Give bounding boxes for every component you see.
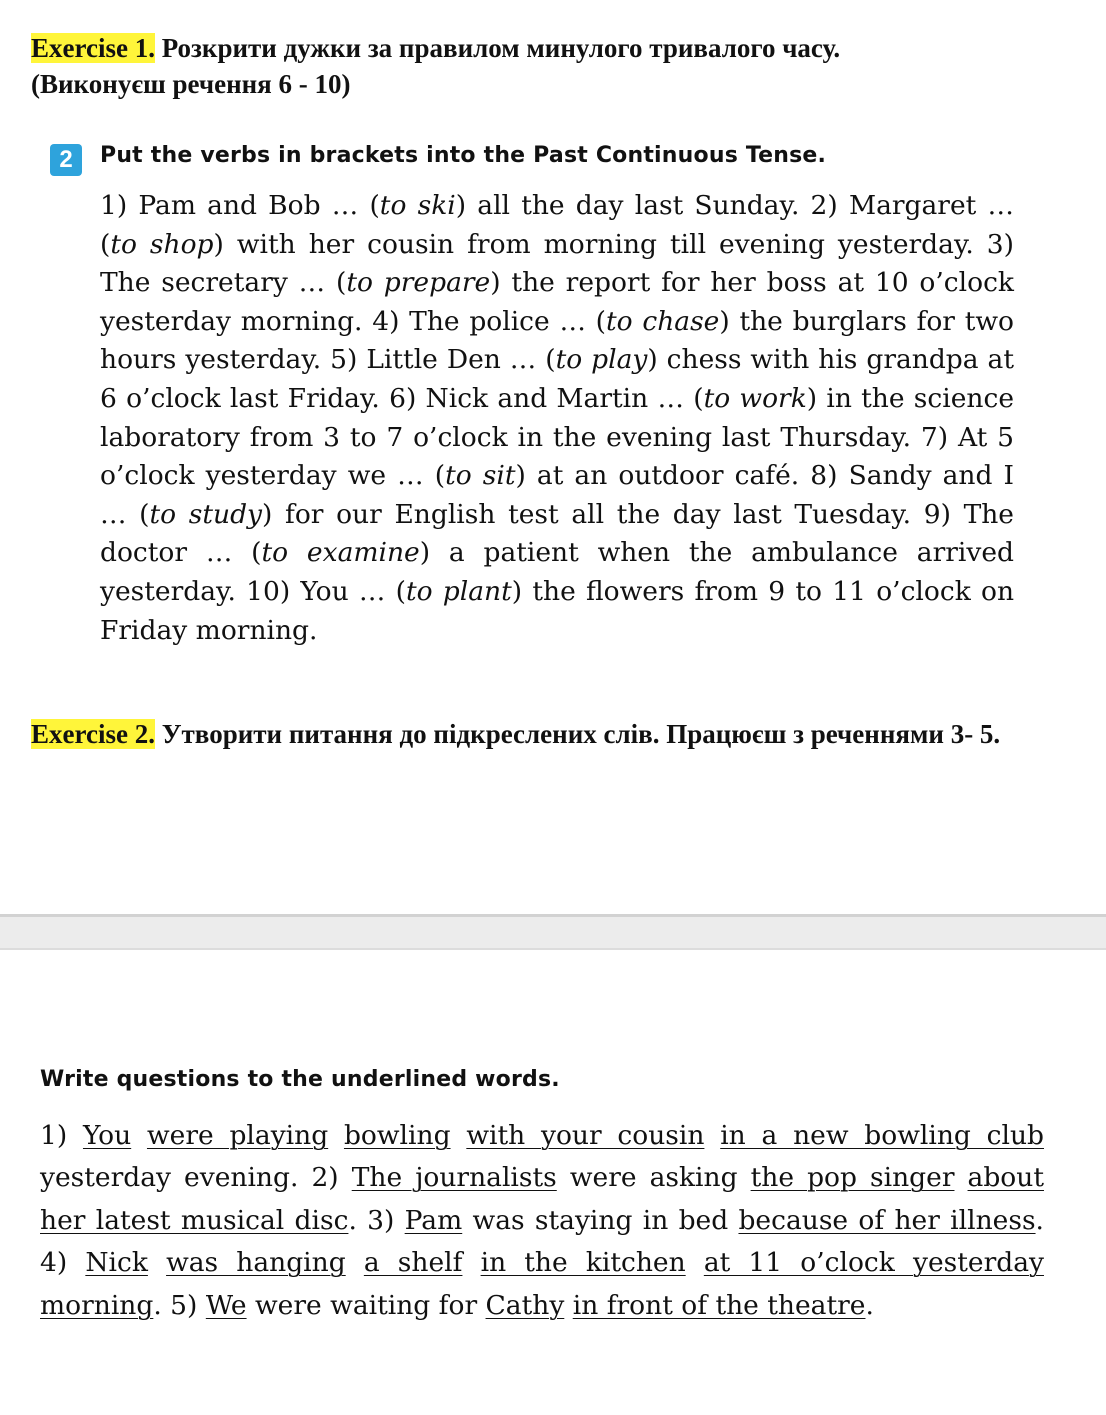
underlined-phrase: because of her illness: [738, 1204, 1036, 1236]
verb-in-brackets: to study: [149, 498, 263, 530]
text-segment: ) at an outdoor café. 8) Sandy and I … (: [100, 460, 1014, 530]
underlined-phrase: were playing: [146, 1120, 329, 1151]
text-segment: was staying in bed: [462, 1204, 739, 1236]
text-segment: ) a patient when the ambulance arrived yesterday. 10) You … (: [100, 537, 1014, 607]
exercise-2-heading: [31, 716, 1091, 752]
text-segment: yesterday evening. 2): [40, 1162, 352, 1194]
verb-in-brackets: to sit: [445, 460, 516, 492]
underlined-phrase: at 11 o’clock yesterday morning: [40, 1247, 1044, 1321]
text-segment: ) for our English test all the day last Tuesday. 9) The doctor … (: [100, 498, 1014, 569]
text-segment: were waiting for: [246, 1289, 486, 1321]
underlined-phrase: Cathy: [485, 1289, 565, 1321]
text-segment: . 5): [153, 1289, 206, 1321]
text-segment: ) chess with his grandpa at 6 o’clock last Friday. 6) Nick and Martin … (: [100, 344, 1014, 414]
text-segment: [954, 1162, 967, 1193]
verb-in-brackets: to examine: [261, 537, 420, 569]
underlined-phrase: with your cousin: [466, 1120, 705, 1151]
underlined-phrase: Pam: [404, 1204, 463, 1236]
page-divider: [0, 914, 1106, 950]
text-segment: [451, 1120, 467, 1151]
exercise-1-task-title: Put the verbs in brackets into the Past Continuous Tense.: [100, 143, 827, 168]
exercise-2-sentences: [40, 1115, 1044, 1327]
text-segment: [328, 1120, 344, 1151]
text-segment: . 3): [348, 1204, 405, 1236]
exercise-2-label: Exercise 2.: [31, 719, 155, 749]
exercise-1-instruction-line2: (Виконуєш речення 6 - 10): [31, 69, 351, 99]
underlined-phrase: The journalists: [351, 1162, 557, 1194]
exercise-1-sentences: [100, 187, 1014, 650]
text-segment: ) with her cousin from morning till evening yesterday. 3) The secretary … (: [100, 228, 1014, 299]
underlined-phrase: You: [82, 1120, 132, 1151]
text-segment: were asking: [556, 1162, 751, 1194]
verb-in-brackets: to work: [703, 382, 807, 414]
text-segment: .: [865, 1289, 874, 1321]
verb-in-brackets: to shop: [110, 228, 214, 260]
verb-in-brackets: to plant: [405, 575, 512, 607]
underlined-phrase: Nick: [85, 1247, 148, 1279]
underlined-phrase: was hanging: [166, 1247, 346, 1279]
verb-in-brackets: to chase: [606, 305, 720, 337]
text-segment: 1) Pam and Bob … (: [100, 190, 380, 221]
underlined-phrase: in a new bowling club: [720, 1120, 1044, 1151]
underlined-phrase: the pop singer: [750, 1162, 955, 1194]
text-segment: [462, 1247, 480, 1278]
text-segment: [686, 1247, 704, 1278]
task-number-badge: 2: [50, 144, 82, 176]
verb-in-brackets: to ski: [379, 190, 456, 221]
text-segment: [704, 1120, 720, 1151]
underlined-phrase: about her latest musical disc: [40, 1162, 1044, 1236]
text-segment: [131, 1120, 147, 1151]
text-segment: ) in the science laboratory from 3 to 7 o’clock in the evening last Thursday. 7) At 5 o’clock yesterday we … (: [100, 382, 1014, 492]
underlined-phrase: We: [205, 1289, 247, 1321]
underlined-phrase: in the kitchen: [480, 1247, 686, 1279]
exercise-1-label: Exercise 1.: [31, 33, 155, 63]
text-segment: [148, 1247, 166, 1278]
text-segment: [346, 1247, 364, 1278]
underlined-phrase: a shelf: [363, 1247, 463, 1279]
underlined-phrase: bowling: [343, 1120, 451, 1151]
exercise-2-instruction: Утворити питання до підкреслених слів. Працюєш з реченнями 3- 5.: [154, 719, 1001, 749]
verb-in-brackets: to prepare: [346, 267, 491, 299]
text-segment: ) the flowers from 9 to 11 o’clock on Friday morning.: [100, 575, 1015, 646]
exercise-2-task-title: Write questions to the underlined words.: [40, 1067, 560, 1092]
text-segment: . 4): [40, 1204, 1044, 1279]
text-segment: 1): [40, 1120, 83, 1151]
exercise-1-heading: [31, 30, 1031, 102]
text-segment: ) all the day last Sunday. 2) Margaret … (: [100, 190, 1014, 260]
text-segment: [564, 1290, 572, 1321]
underlined-phrase: in front of the theatre: [572, 1289, 866, 1321]
text-segment: ) the report for her boss at 10 o’clock yesterday morning. 4) The police … (: [100, 267, 1014, 337]
exercise-1-instruction: Розкрити дужки за правилом минулого тривалого часу.: [154, 33, 841, 63]
verb-in-brackets: to play: [555, 344, 648, 376]
text-segment: ) the burglars for two hours yesterday. 5) Little Den … (: [100, 305, 1014, 376]
